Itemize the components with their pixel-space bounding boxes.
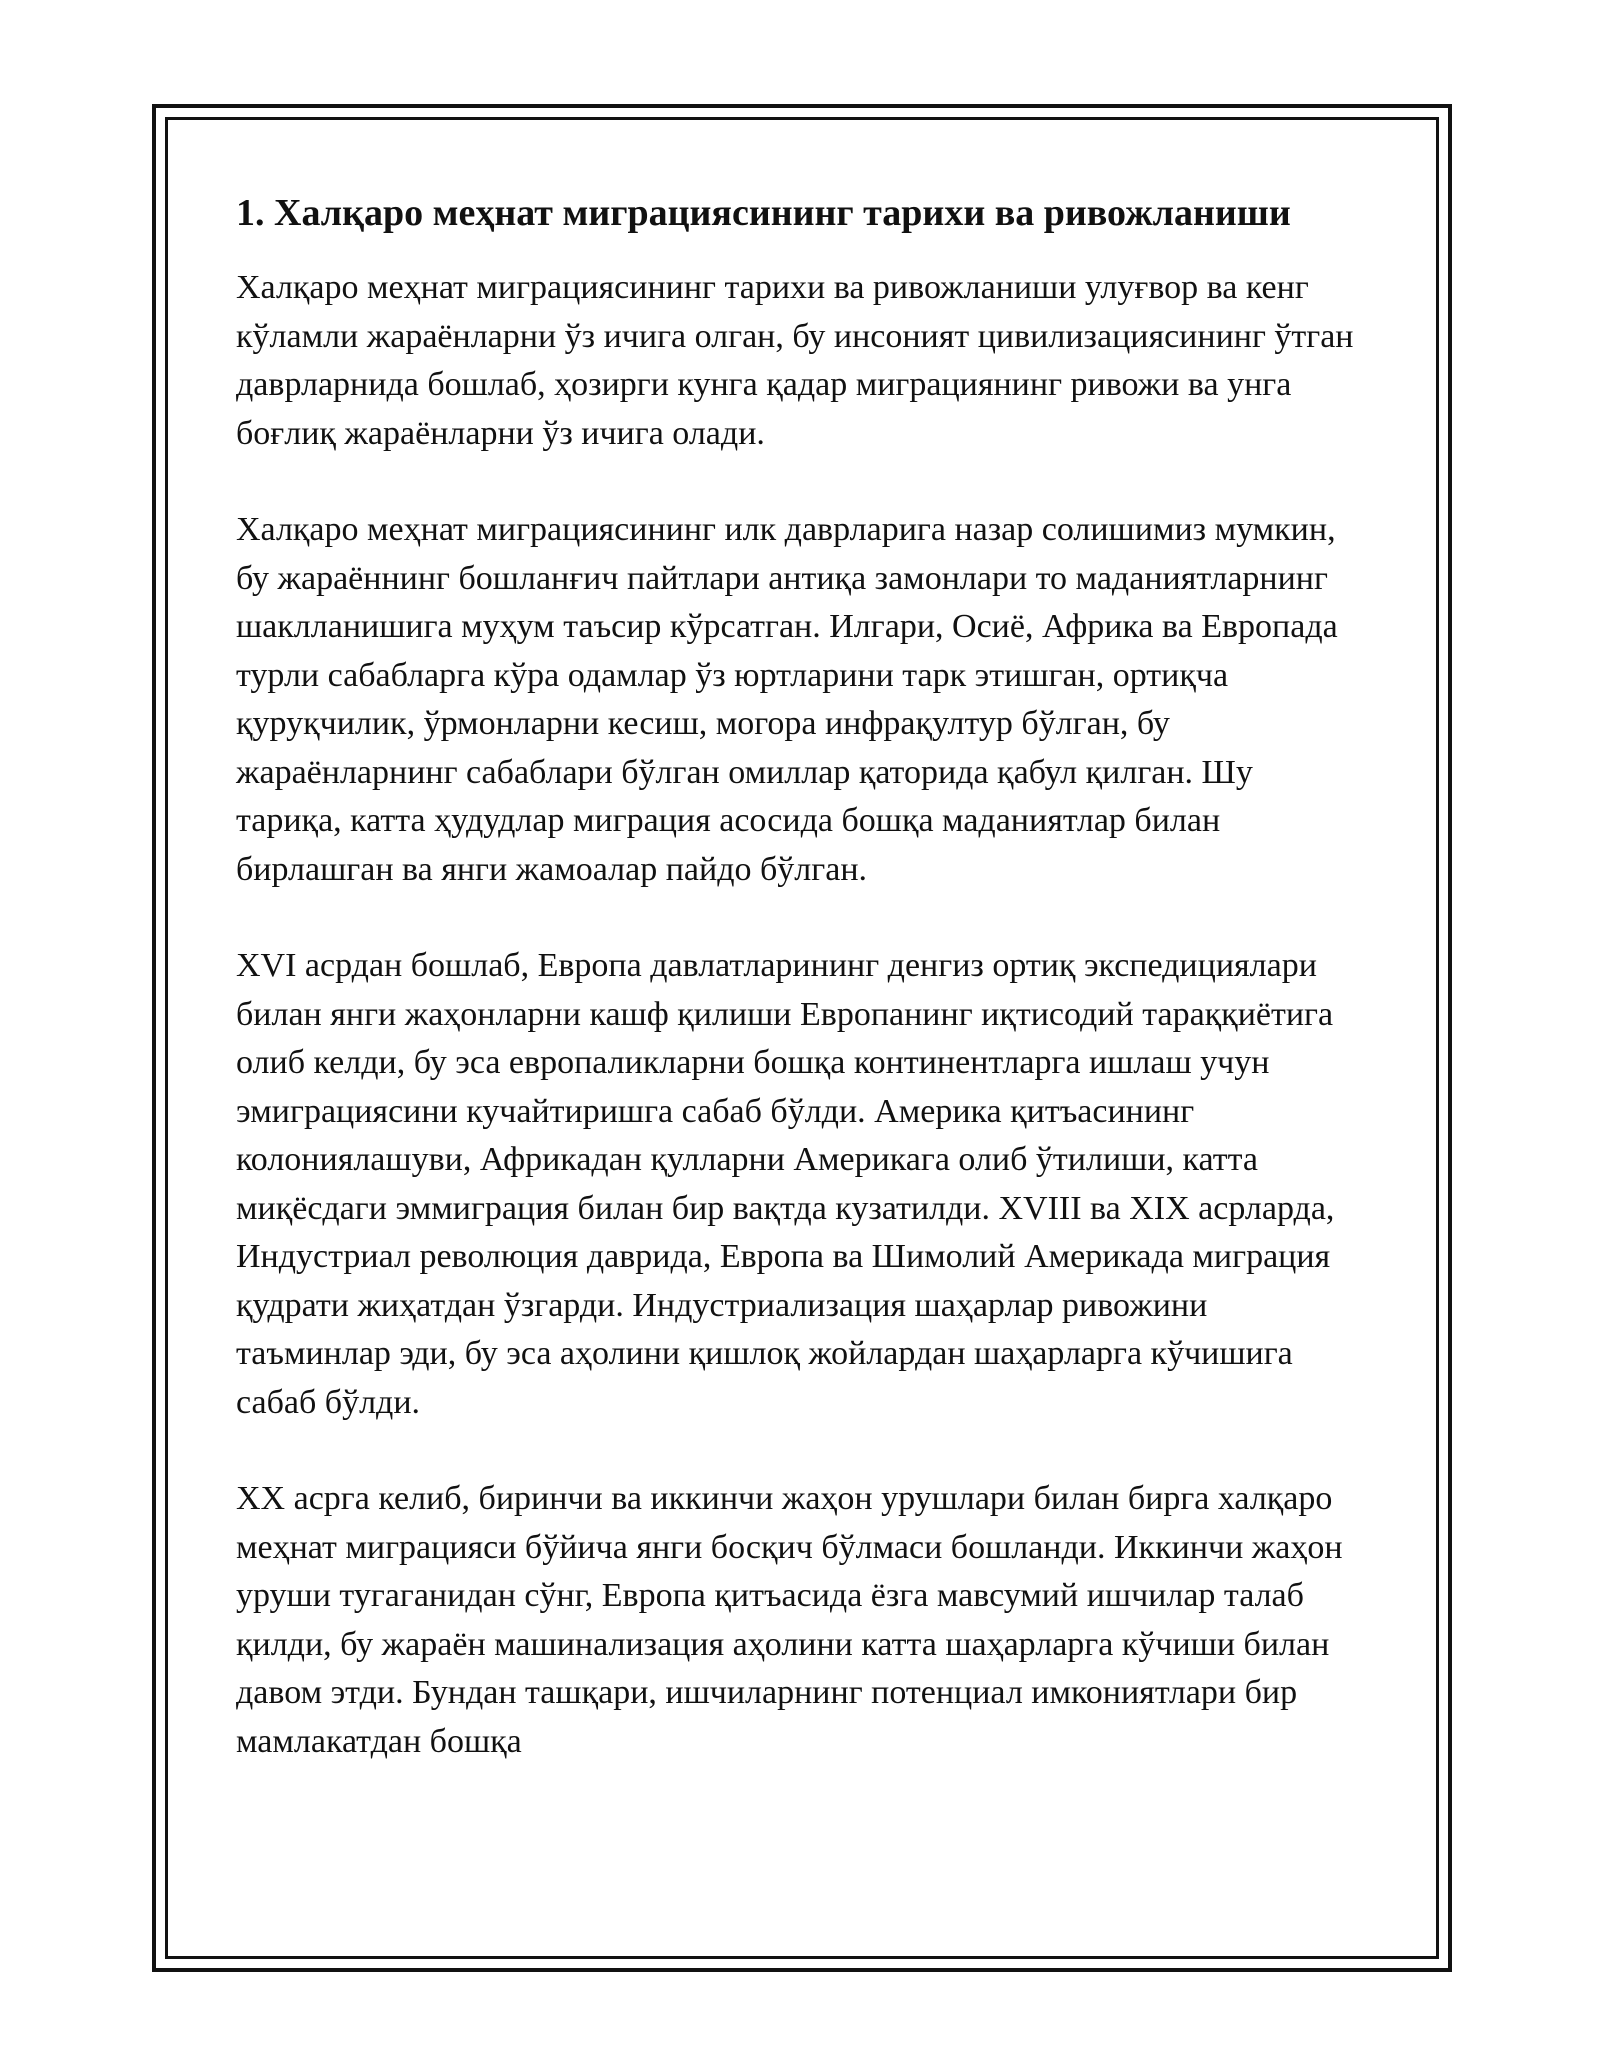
paragraph-2: Халқаро меҳнат миграциясининг илк даврларига назар солишимиз мумкин, бу жараённинг бошланғич пайтлари антиқа замонлари то маданиятларнинг шаклланишига муҳум таъсир кўрсатган. Илгари, Осиё, Африка ва Европада турли сабабларга кўра одамлар ўз юртларини тарк этишган, ортиқча қуруқчилик, ўрмонларни кесиш, могора инфрақултур бўлган, бу жараёнларнинг сабаблари бўлган омиллар қаторида қабул қилган. Шу тариқа, катта ҳудудлар миграция асосида бошқа маданиятлар билан бирлашган ва янги жамоалар пайдо бўлган. bbox=[236, 511, 1338, 888]
paragraph-1: Халқаро меҳнат миграциясининг тарихи ва ривожланиши улуғвор ва кенг кўламли жараёнларни ўз ичига олган, бу инсоният цивилизациясининг ўтган даврларнида бошлаб, ҳозирги кунга қадар миграциянинг ривожи ва унга боғлиқ жараёнларни ўз ичига олади. bbox=[236, 269, 1354, 452]
document-body bbox=[236, 186, 1366, 1814]
paragraph-3: XVI асрдан бошлаб, Европа давлатларининг денгиз ортиқ экспедициялари билан янги жаҳонларни кашф қилиши Европанинг иқтисодий тараққиётига олиб келди, бу эса европаликларни бошқа континентларга ишлаш учун эмиграциясини кучайтиришга сабаб бўлди. Америка қитъасининг колониялашуви, Африкадан қулларни Америкага олиб ўтилиши, катта миқёсдаги эммиграция билан бир вақтда кузатилди. XVIII ва XIX асрларда, Индустриал революция даврида, Европа ва Шимолий Америкада миграция қудрати жиҳатдан ўзгарди. Индустриализация шаҳарлар ривожини таъминлар эди, бу эса аҳолини қишлоқ жойлардан шаҳарларга кўчишига сабаб бўлди. bbox=[236, 947, 1335, 1421]
section-heading: 1. Халқаро меҳнат миграциясининг тарихи ва ривожланиши bbox=[236, 192, 1291, 234]
paragraph-4: XX асрга келиб, биринчи ва иккинчи жаҳон урушлари билан бирга халқаро меҳнат миграцияси бўйича янги босқич бўлмаси бошланди. Иккинчи жаҳон уруши тугаганидан сўнг, Европа қитъасида ёзга мавсумий ишчилар талаб қилди, бу жараён машинализация аҳолини катта шаҳарларга кўчиши билан давом этди. Бундан ташқари, ишчиларнинг потенциал имкониятлари бир мамлакатдан бошқа bbox=[236, 1480, 1343, 1760]
